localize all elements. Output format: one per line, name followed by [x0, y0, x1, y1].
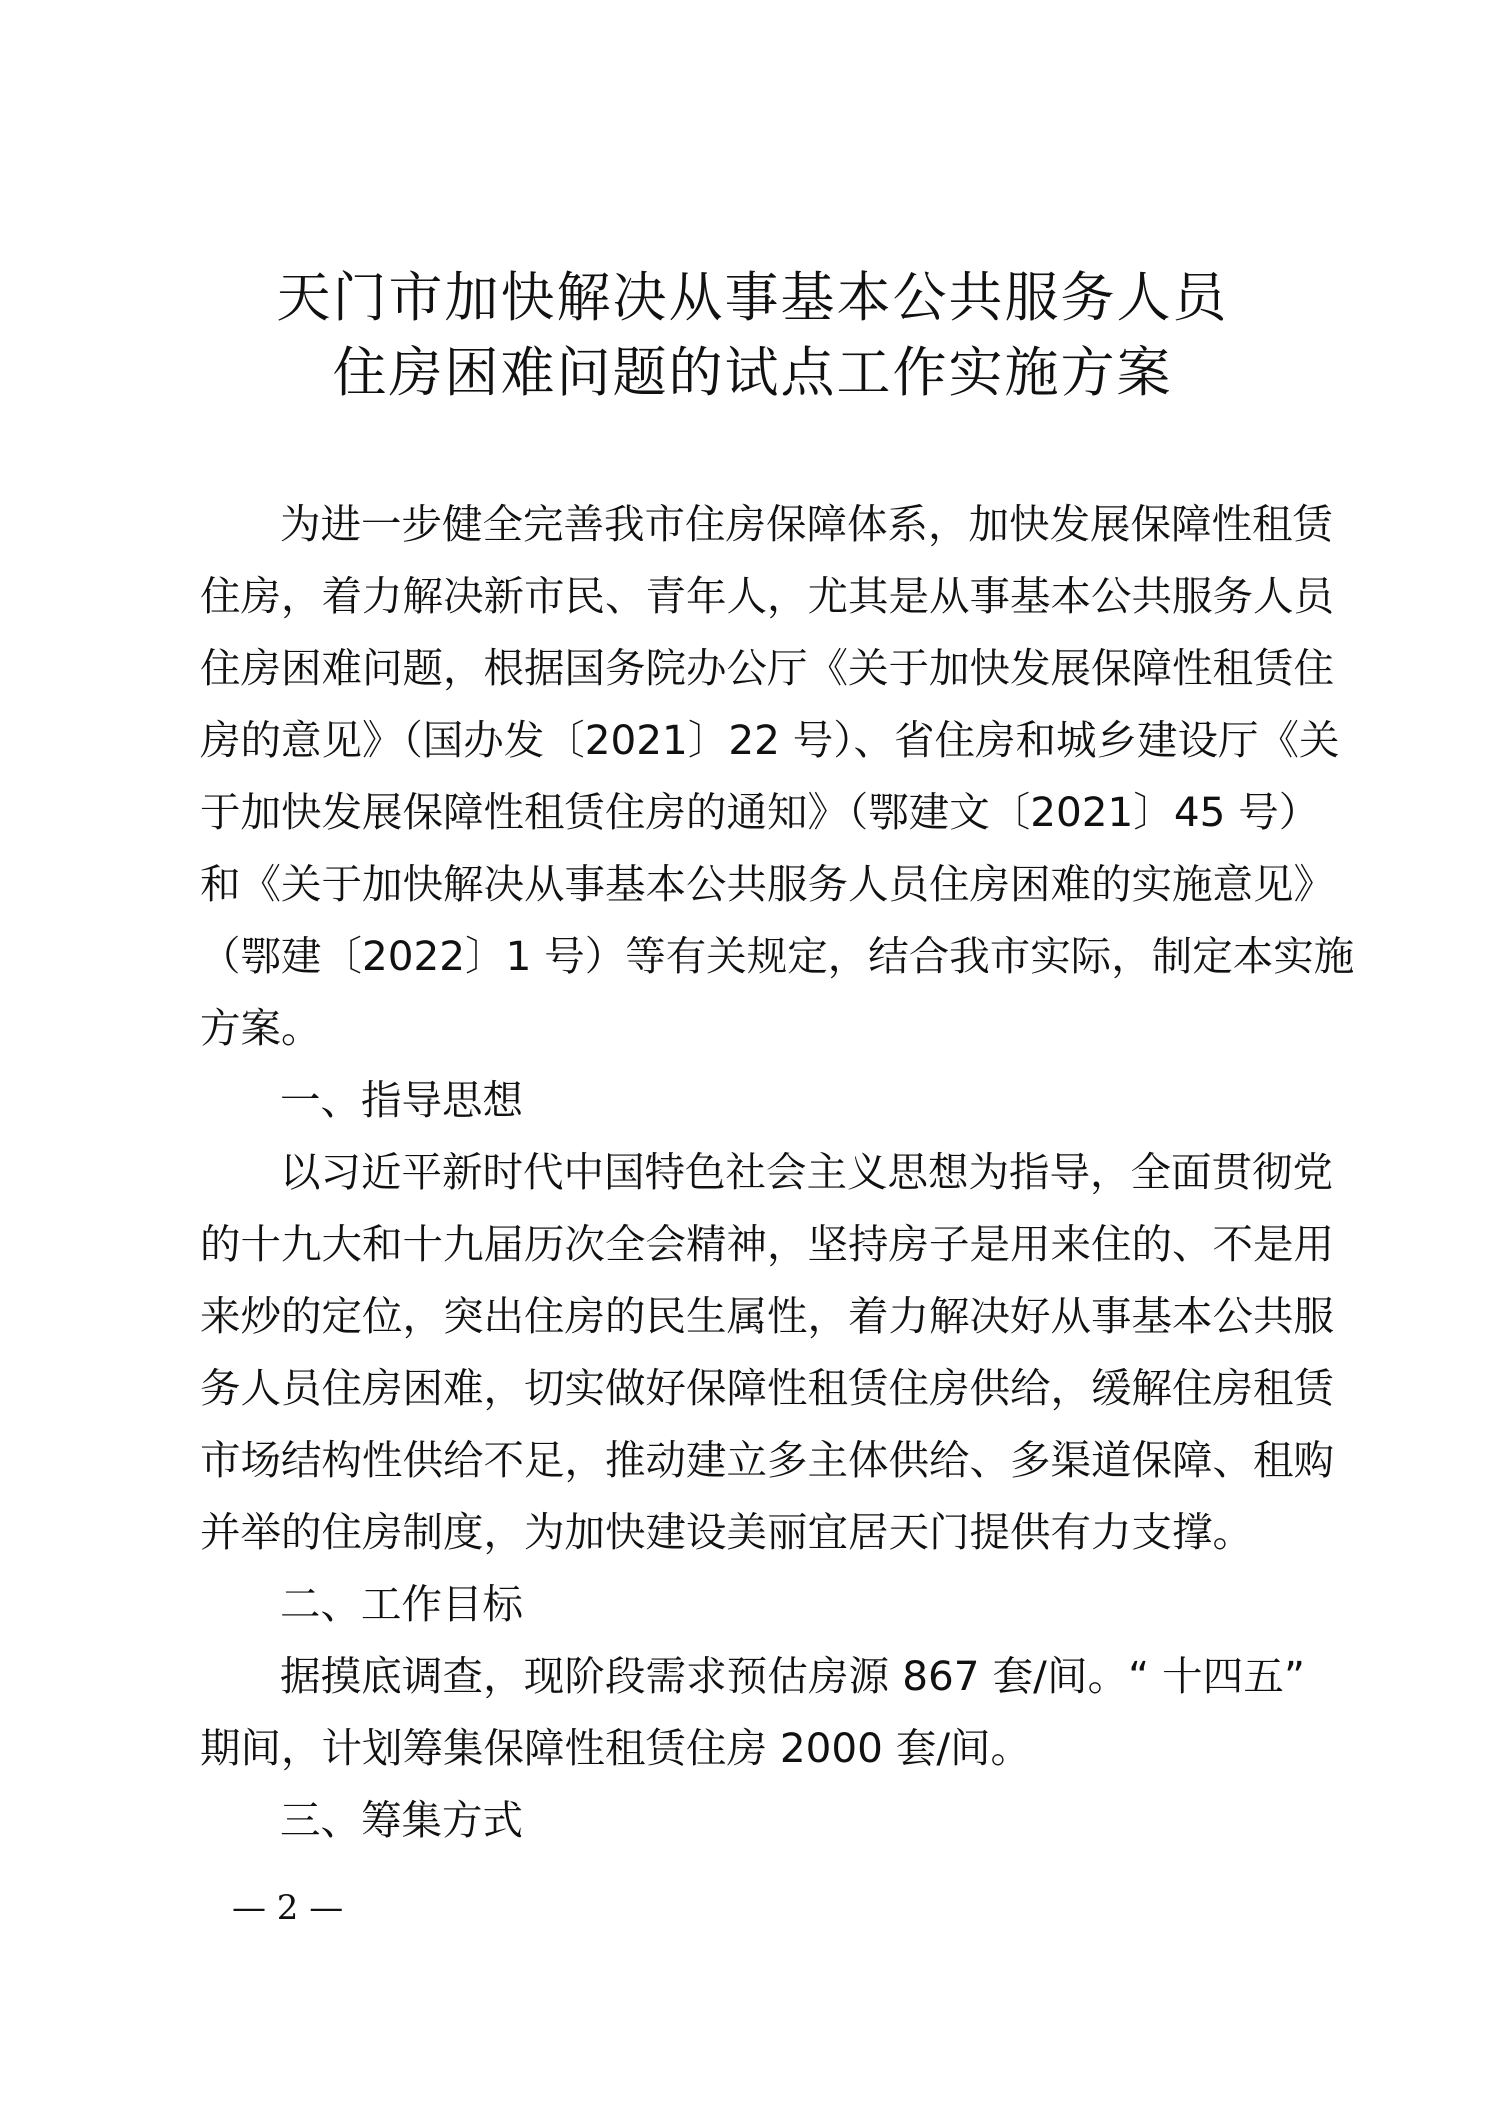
paragraph-line: 住房，着力解决新市民、青年人，尤其是从事基本公共服务人员: [200, 572, 1334, 620]
paragraph-line: 为进一步健全完善我市住房保障体系，加快发展保障性租赁: [280, 500, 1333, 548]
paragraph-line: （鄂建〔2022〕1 号）等有关规定，结合我市实际，制定本实施: [200, 932, 1355, 980]
paragraph-line: 方案。: [200, 1004, 322, 1052]
page-number: — 2 —: [232, 1888, 344, 1928]
paragraph-line: 住房困难问题，根据国务院办公厅《关于加快发展保障性租赁住: [200, 644, 1334, 692]
paragraph-line: 市场结构性供给不足，推动建立多主体供给、多渠道保障、租购: [200, 1436, 1334, 1484]
document-title-line-2: 住房困难问题的试点工作实施方案: [332, 341, 1173, 404]
paragraph-line: 以习近平新时代中国特色社会主义思想为指导，全面贯彻党: [280, 1148, 1333, 1196]
document-title-line-1: 天门市加快解决从事基本公共服务人员: [276, 266, 1229, 329]
intro-paragraph: [200, 488, 1355, 1064]
paragraph-line: 于加快发展保障性租赁住房的通知》（鄂建文〔2021〕45 号）: [200, 788, 1320, 836]
paragraph-line: 来炒的定位，突出住房的民生属性，着力解决好从事基本公共服: [200, 1292, 1334, 1340]
section-heading-2: 二、工作目标: [280, 1580, 523, 1628]
paragraph-line: 据摸底调查，现阶段需求预估房源 867 套/间。“ 十四五”: [280, 1652, 1305, 1700]
paragraph-line: 的十九大和十九届历次全会精神，坚持房子是用来住的、不是用: [200, 1220, 1334, 1268]
section-2-paragraph: [200, 1640, 1305, 1784]
paragraph-line: 房的意见》（国办发〔2021〕22 号）、省住房和城乡建设厅《关: [200, 716, 1340, 764]
paragraph-line: 和《关于加快解决从事基本公共服务人员住房困难的实施意见》: [200, 860, 1334, 908]
paragraph-line: 务人员住房困难，切实做好保障性租赁住房供给，缓解住房租赁: [200, 1364, 1334, 1412]
paragraph-line: 并举的住房制度，为加快建设美丽宜居天门提供有力支撑。: [200, 1508, 1253, 1556]
section-heading-3: 三、筹集方式: [280, 1796, 523, 1844]
section-1-paragraph: [200, 1136, 1334, 1568]
paragraph-line: 期间，计划筹集保障性租赁住房 2000 套/间。: [200, 1724, 1031, 1772]
section-heading-1: 一、指导思想: [280, 1076, 523, 1124]
